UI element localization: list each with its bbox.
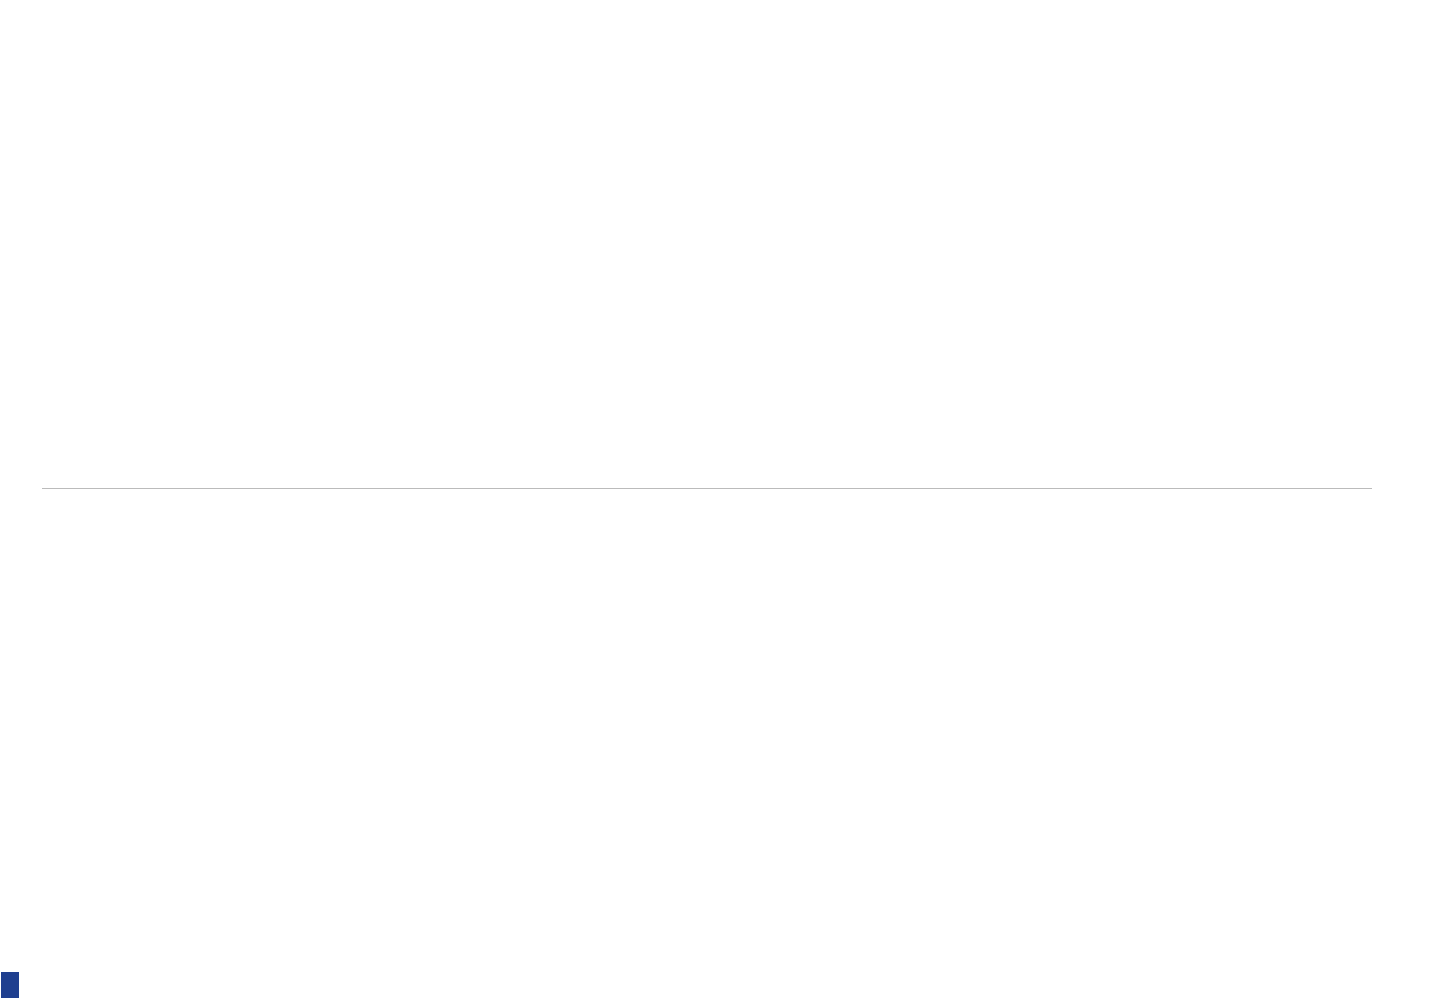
left-text-column — [42, 28, 1372, 468]
digitization-footer — [0, 0, 20, 1000]
right-text-column — [42, 518, 1372, 958]
rotated-print-page — [10, 18, 1420, 978]
dfg-logo-icon — [1, 972, 19, 998]
column-divider — [42, 488, 1372, 489]
running-head — [1384, 18, 1420, 978]
